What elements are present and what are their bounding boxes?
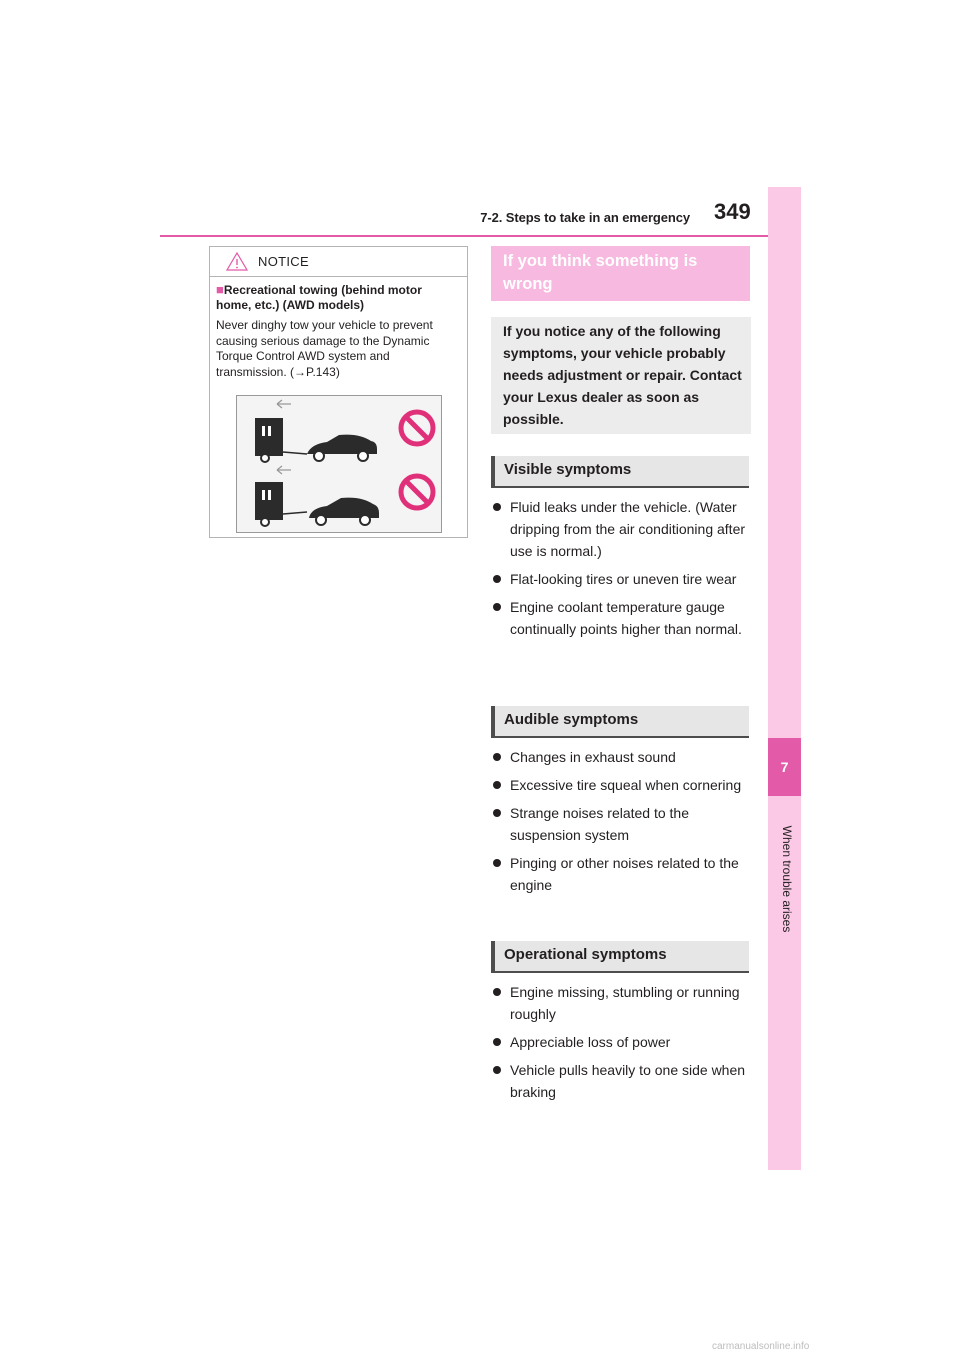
section-title: 7-2. Steps to take in an emergency bbox=[480, 210, 690, 225]
section-heading-text: Visible symptoms bbox=[504, 461, 632, 478]
list-item: Appreciable loss of power bbox=[491, 1031, 756, 1053]
list-item: Fluid leaks under the vehicle. (Water dripping from the air conditioning after use is normal.) bbox=[491, 496, 756, 562]
list-item: Changes in exhaust sound bbox=[491, 746, 756, 768]
intro-text: If you notice any of the following symptoms, your vehicle probably needs adjustment or repair. Contact your Lexus dealer as soon as possible. bbox=[503, 323, 742, 427]
bullet-icon bbox=[493, 603, 501, 611]
bullet-icon bbox=[493, 988, 501, 996]
footer-watermark: carmanualsonline.info bbox=[712, 1341, 810, 1352]
list-item: Engine missing, stumbling or running roughly bbox=[491, 981, 756, 1025]
warning-triangle-icon bbox=[226, 252, 248, 271]
section-heading-audible bbox=[491, 706, 749, 738]
bullet-icon bbox=[493, 781, 501, 789]
notice-subheading-text: Recreational towing (behind motor home, etc.) (AWD models) bbox=[216, 283, 422, 312]
notice-header bbox=[210, 247, 467, 277]
audible-symptoms-list bbox=[491, 746, 756, 902]
header-divider bbox=[160, 235, 768, 237]
notice-body: Never dinghy tow your vehicle to prevent causing serious damage to the Dynamic Torque Control AWD system and transmission. (→P.143) bbox=[216, 318, 433, 379]
bullet-icon bbox=[493, 1066, 501, 1074]
list-item: Engine coolant temperature gauge continually points higher than normal. bbox=[491, 596, 756, 640]
section-heading-operational bbox=[491, 941, 749, 973]
towing-scenario-rear bbox=[255, 466, 379, 526]
towing-scenario-front bbox=[255, 400, 377, 462]
visible-symptoms-list bbox=[491, 496, 756, 646]
chapter-number: 7 bbox=[768, 738, 801, 796]
main-heading bbox=[491, 246, 750, 301]
no-towing-illustration bbox=[236, 395, 442, 533]
intro-box bbox=[491, 317, 751, 434]
prohibition-icon-top bbox=[401, 412, 433, 444]
bullet-icon bbox=[493, 1038, 501, 1046]
operational-symptoms-list bbox=[491, 981, 756, 1109]
bullet-icon bbox=[493, 809, 501, 817]
notice-box bbox=[209, 246, 468, 538]
bullet-icon bbox=[493, 859, 501, 867]
chapter-side-tab bbox=[768, 187, 801, 1170]
bullet-icon bbox=[493, 575, 501, 583]
list-item: Pinging or other noises related to the engine bbox=[491, 852, 756, 896]
towing-diagram-icon bbox=[237, 396, 441, 532]
section-heading-text: Audible symptoms bbox=[504, 711, 639, 728]
page-number: 349 bbox=[714, 199, 751, 224]
list-item: Strange noises related to the suspension system bbox=[491, 802, 756, 846]
notice-title: NOTICE bbox=[258, 254, 309, 269]
notice-subheading bbox=[216, 282, 456, 313]
chapter-title: When trouble arises bbox=[780, 825, 794, 933]
bullet-icon bbox=[493, 753, 501, 761]
square-bullet-icon: ■ bbox=[216, 282, 224, 297]
list-item: Excessive tire squeal when cornering bbox=[491, 774, 756, 796]
list-item: Vehicle pulls heavily to one side when braking bbox=[491, 1059, 756, 1103]
main-heading-text: If you think something is wrong bbox=[503, 252, 698, 293]
prohibition-icon-bottom bbox=[401, 476, 433, 508]
section-heading-visible bbox=[491, 456, 749, 488]
list-item: Flat-looking tires or uneven tire wear bbox=[491, 568, 756, 590]
section-heading-text: Operational symptoms bbox=[504, 946, 667, 963]
bullet-icon bbox=[493, 503, 501, 511]
